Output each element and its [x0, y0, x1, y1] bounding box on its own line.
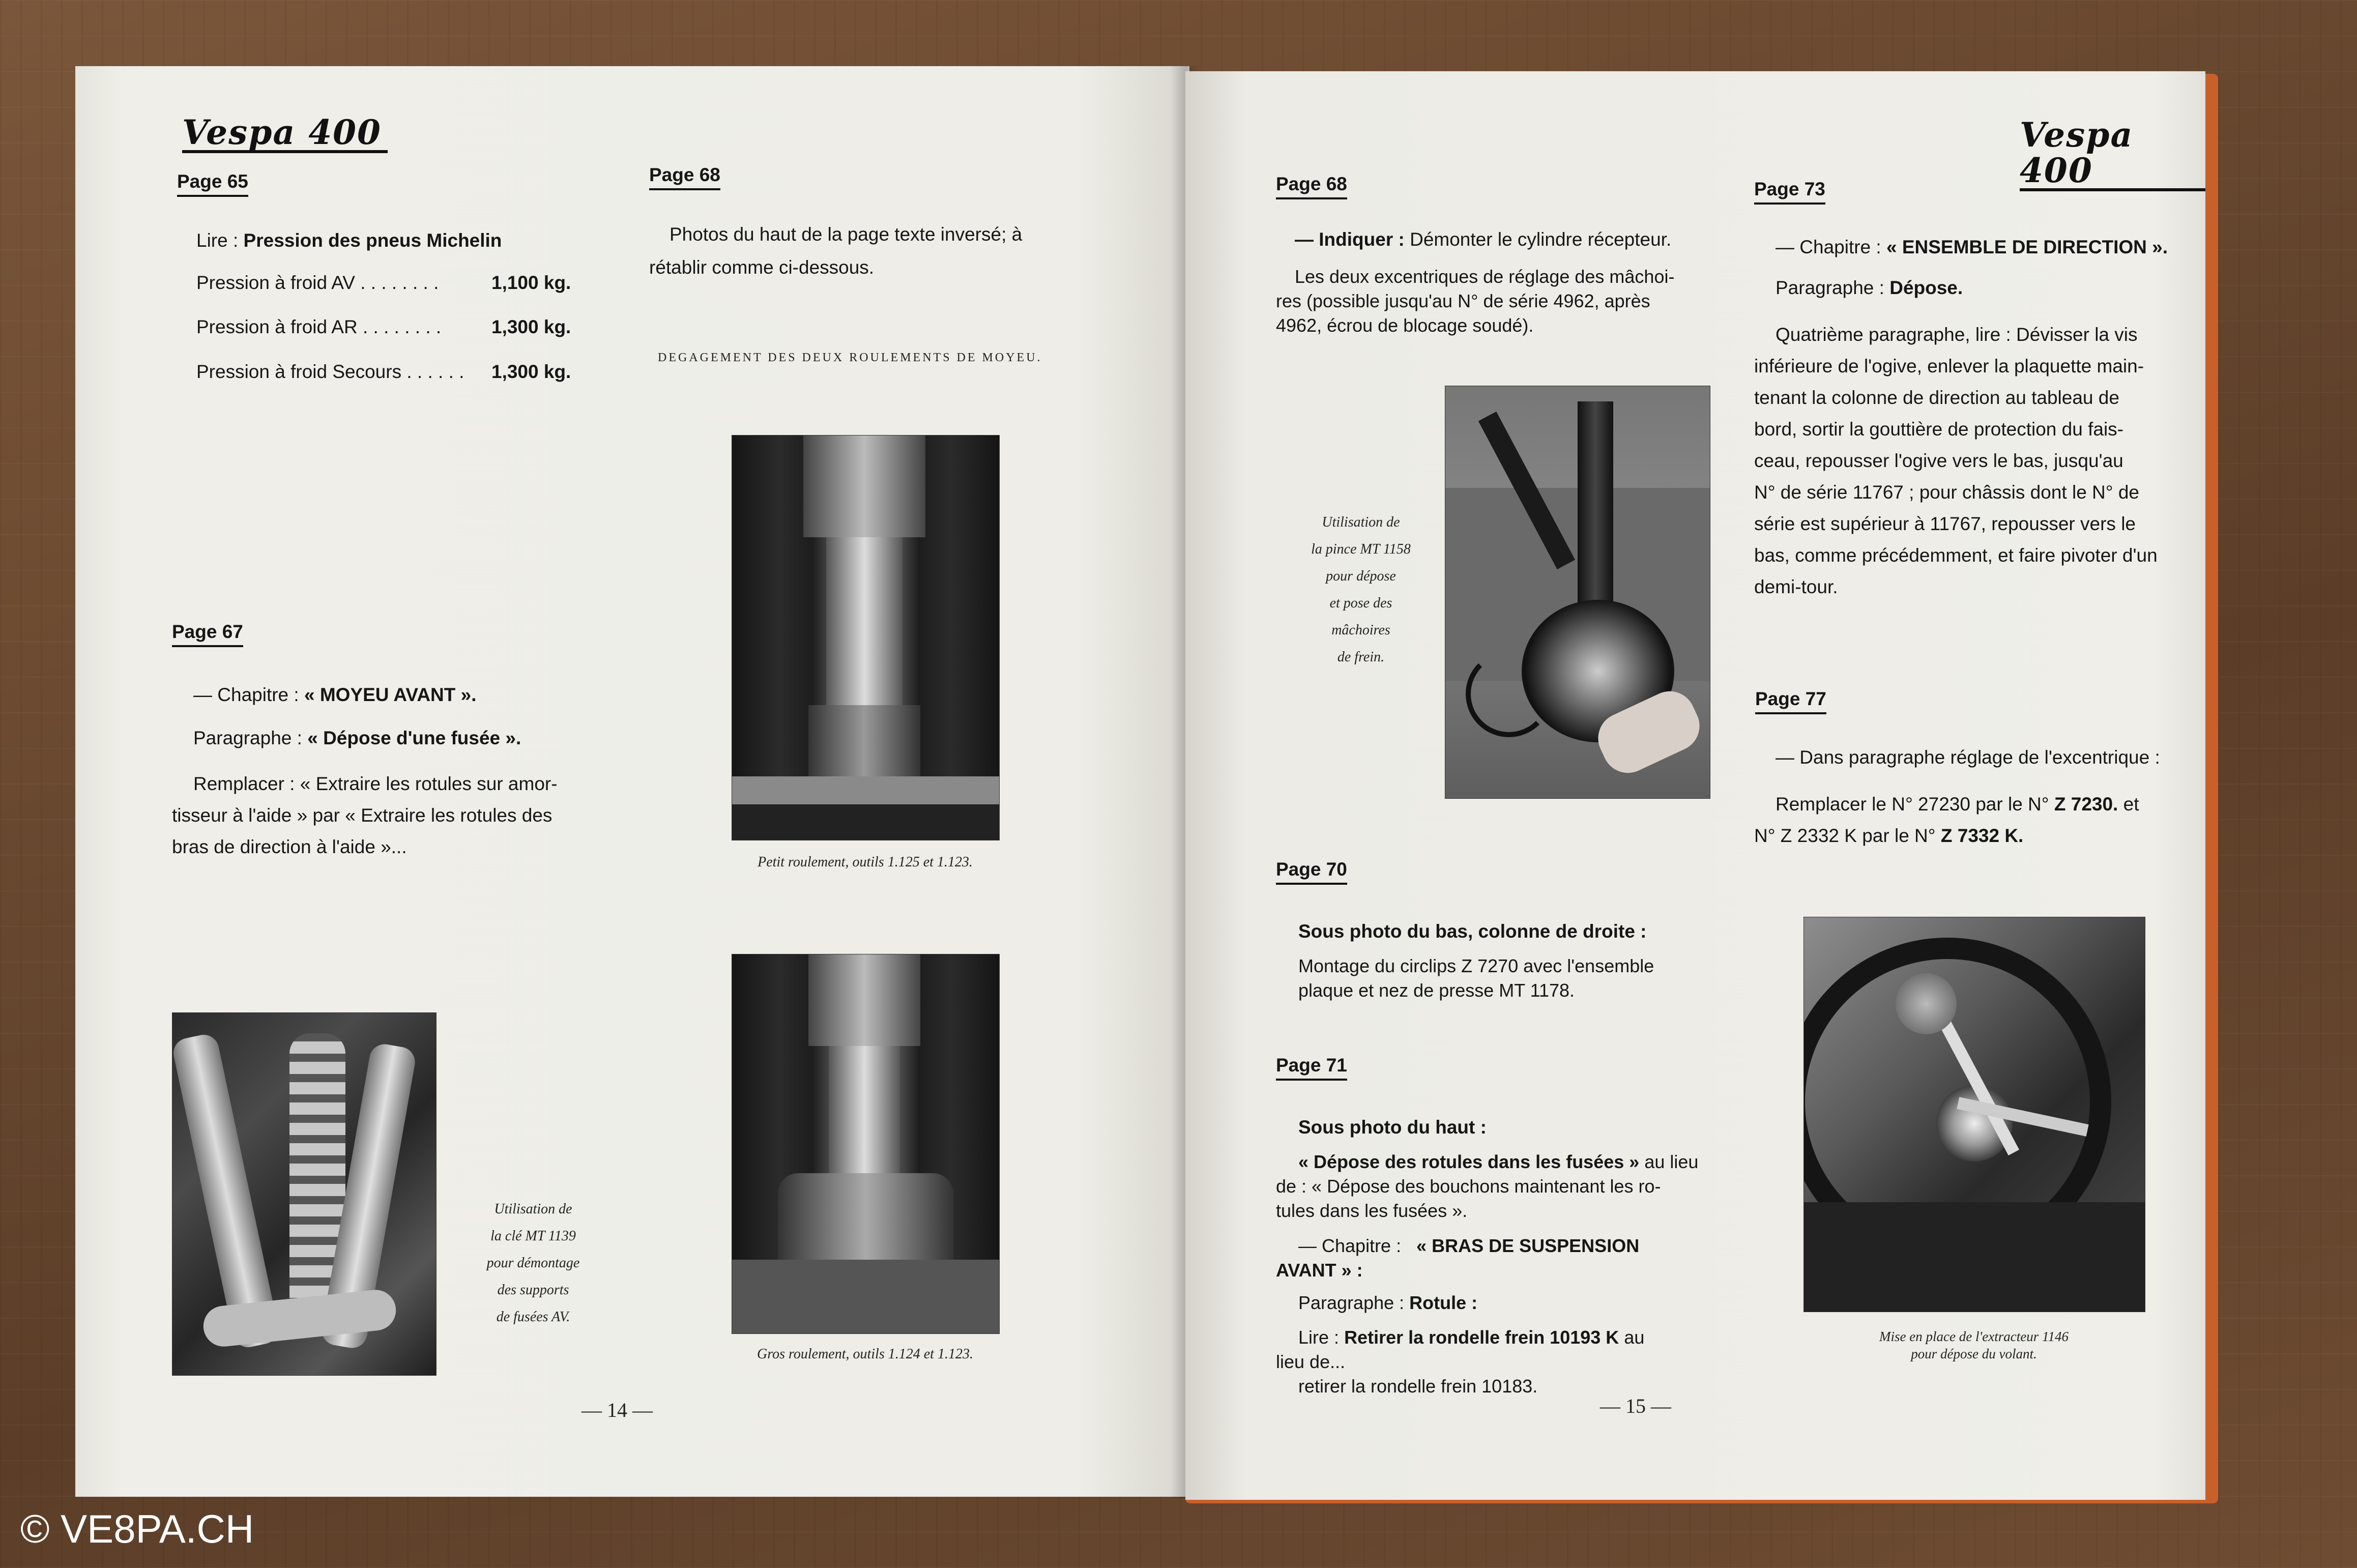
p65-row-label: Pression à froid Secours . . . . . .: [196, 361, 464, 382]
p71-text: retirer la rondelle frein 10183.: [1298, 1376, 1538, 1397]
heading-page-70: Page 70: [1276, 858, 1347, 885]
p71-chapitre: — Chapitre : « BRAS DE SUSPENSION: [1298, 1235, 1640, 1256]
p71-text: tules dans les fusées ».: [1276, 1200, 1468, 1221]
p71-paragraphe: Paragraphe : Rotule :: [1298, 1292, 1478, 1313]
p65-lire: Lire : Pression des pneus Michelin: [196, 230, 502, 251]
vespa-logo: Vespa 400: [2020, 117, 2205, 191]
p73-text: Quatrième paragraphe, lire : Dévisser la vis: [1776, 324, 2138, 345]
right-page: [1185, 71, 2205, 1500]
left-page: [75, 66, 1189, 1497]
p77-remplacer: Remplacer le N° 27230 par le N° Z 7230. et: [1776, 794, 2139, 815]
p77-text: — Dans paragraphe réglage de l'excentrique :: [1776, 747, 2160, 768]
p73-text: bord, sortir la gouttière de protection du fais-: [1754, 419, 2123, 440]
caption-large-bearing: Gros roulement, outils 1.124 et 1.123.: [757, 1346, 973, 1362]
caption-small-bearing: Petit roulement, outils 1.125 et 1.123.: [758, 854, 973, 870]
vespa-logo: Vespa 400: [182, 114, 388, 153]
p67-chapitre: — Chapitre : « MOYEU AVANT ».: [193, 684, 477, 705]
p73-text: N° de série 11767 ; pour châssis dont le N° de: [1754, 482, 2140, 503]
photo-steering-wheel: [1803, 917, 2145, 1312]
photo-mt1139-tool: [172, 1012, 437, 1376]
p68-caps-title: DEGAGEMENT DES DEUX ROULEMENTS DE MOYEU.: [658, 351, 1042, 364]
p71-chapitre: AVANT » :: [1276, 1260, 1363, 1281]
p73-text: inférieure de l'ogive, enlever la plaquette main-: [1754, 356, 2144, 376]
p73-paragraphe: Paragraphe : Dépose.: [1776, 277, 1963, 298]
p65-row-value: 1,100 kg.: [491, 272, 571, 293]
p71-lire: Lire : Retirer la rondelle frein 10193 K au: [1298, 1327, 1645, 1348]
page-number-15: — 15 —: [1600, 1395, 1671, 1417]
p71-text: lieu de...: [1276, 1351, 1346, 1372]
heading-page-67: Page 67: [172, 621, 243, 647]
p77-remplacer: N° Z 2332 K par le N° Z 7332 K.: [1754, 825, 2024, 846]
heading-page-77: Page 77: [1755, 688, 1826, 714]
caption-extractor: Mise en place de l'extracteur 1146 pour dépose du volant.: [1879, 1329, 2069, 1361]
p65-row-label: Pression à froid AV . . . . . . . .: [196, 272, 439, 293]
p67-remplacer: Remplacer : « Extraire les rotules sur amor-: [193, 773, 558, 794]
photo-large-bearing: [732, 954, 1000, 1334]
p73-text: bas, comme précédemment, et faire pivoter d'un: [1754, 545, 2158, 566]
p68-text: Les deux excentriques de réglage des mâchoi-: [1295, 266, 1675, 287]
p71-text: de : « Dépose des bouchons maintenant les ro-: [1276, 1176, 1661, 1197]
p73-text: tenant la colonne de direction au tableau de: [1754, 387, 2119, 408]
p70-text: Montage du circlips Z 7270 avec l'ensemble: [1298, 955, 1654, 976]
photo-small-bearing: [732, 435, 1000, 840]
p68-text: 4962, écrou de blocage soudé).: [1276, 315, 1534, 336]
heading-page-68: Page 68: [649, 164, 720, 190]
heading-page-68: Page 68: [1276, 173, 1347, 199]
p67-remplacer: bras de direction à l'aide »...: [172, 836, 407, 857]
p68-line: rétablir comme ci-dessous.: [649, 257, 875, 278]
caption-mt1139: Utilisation de la clé MT 1139 pour démontage des supports de fusées AV.: [486, 1201, 580, 1325]
p67-paragraphe: Paragraphe : « Dépose d'une fusée ».: [193, 728, 521, 748]
p70-bold: Sous photo du bas, colonne de droite :: [1298, 921, 1647, 942]
p65-row-value: 1,300 kg.: [491, 316, 571, 337]
heading-page-71: Page 71: [1276, 1054, 1347, 1081]
p65-row-value: 1,300 kg.: [491, 361, 571, 382]
p68-indiquer: — Indiquer : Démonter le cylindre récepteur.: [1295, 229, 1672, 250]
photo-mt1158-brake: [1445, 386, 1710, 799]
p71-bold: Sous photo du haut :: [1298, 1117, 1487, 1138]
caption-mt1158: Utilisation de la pince MT 1158 pour dépose et pose des mâchoires de frein.: [1311, 514, 1411, 665]
heading-page-65: Page 65: [177, 170, 248, 197]
page-number-14: — 14 —: [581, 1399, 653, 1421]
copyright-watermark: © VE8PA.CH: [20, 1506, 254, 1551]
p67-remplacer: tisseur à l'aide » par « Extraire les rotules des: [172, 805, 552, 826]
p73-text: ceau, repousser l'ogive vers le bas, jusqu'au: [1754, 450, 2123, 471]
p70-text: plaque et nez de presse MT 1178.: [1298, 980, 1575, 1001]
p65-row-label: Pression à froid AR . . . . . . . .: [196, 316, 442, 337]
heading-page-73: Page 73: [1754, 178, 1825, 205]
p73-chapitre: — Chapitre : « ENSEMBLE DE DIRECTION ».: [1776, 237, 2168, 257]
p71-text: « Dépose des rotules dans les fusées » au lieu: [1298, 1151, 1699, 1172]
p68-line: Photos du haut de la page texte inversé; à: [670, 224, 1023, 245]
p73-text: série est supérieur à 11767, repousser vers le: [1754, 513, 2136, 534]
p73-text: demi-tour.: [1754, 576, 1838, 597]
p68-text: res (possible jusqu'au N° de série 4962, après: [1276, 291, 1650, 311]
